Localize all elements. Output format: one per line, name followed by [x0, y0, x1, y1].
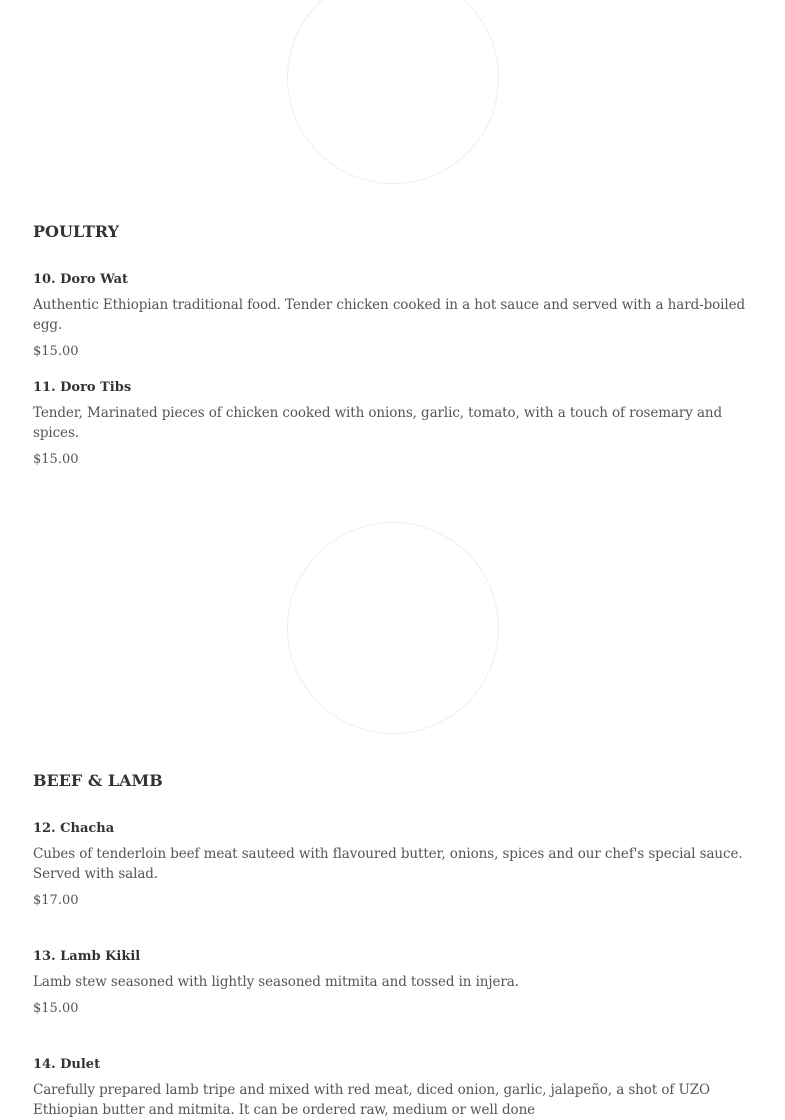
menu-item-lamb-kikil	[33, 948, 758, 1018]
menu-item-description: Authentic Ethiopian traditional food. Tender chicken cooked in a hot sauce and served with a hard-boiled egg.	[33, 297, 746, 333]
menu-item-doro-wat	[33, 271, 758, 361]
menu-item-chacha	[33, 820, 758, 910]
section-title-poultry: POULTRY	[33, 222, 119, 241]
menu-item-name: 14. Dulet	[33, 1057, 101, 1072]
menu-item-doro-tibs	[33, 379, 758, 469]
menu-item-price: $15.00	[33, 452, 79, 467]
menu-item-description: Cubes of tenderloin beef meat sauteed with flavoured butter, onions, spices and our chef's special sauce. Served with salad.	[33, 846, 743, 882]
menu-item-description: Carefully prepared lamb tripe and mixed with red meat, diced onion, garlic, jalapeño, a shot of UZO Ethiopian butter and mitmita. It can be ordered raw, medium or well done	[33, 1082, 710, 1118]
menu-item-name: 10. Doro Wat	[33, 272, 129, 287]
image-placeholder-circle	[287, 0, 499, 184]
image-placeholder-circle	[287, 522, 499, 734]
menu-item-price: $17.00	[33, 893, 79, 908]
menu-item-name: 12. Chacha	[33, 821, 115, 836]
menu-item-price: $15.00	[33, 1001, 79, 1016]
menu-item-description: Tender, Marinated pieces of chicken cooked with onions, garlic, tomato, with a touch of rosemary and spices.	[33, 405, 723, 441]
menu-item-dulet	[33, 1056, 758, 1120]
menu-item-name: 13. Lamb Kikil	[33, 949, 141, 964]
menu-item-description: Lamb stew seasoned with lightly seasoned mitmita and tossed in injera.	[33, 974, 519, 990]
section-title-beef-lamb: BEEF & LAMB	[33, 771, 163, 790]
menu-item-price: $15.00	[33, 344, 79, 359]
menu-item-name: 11. Doro Tibs	[33, 380, 132, 395]
